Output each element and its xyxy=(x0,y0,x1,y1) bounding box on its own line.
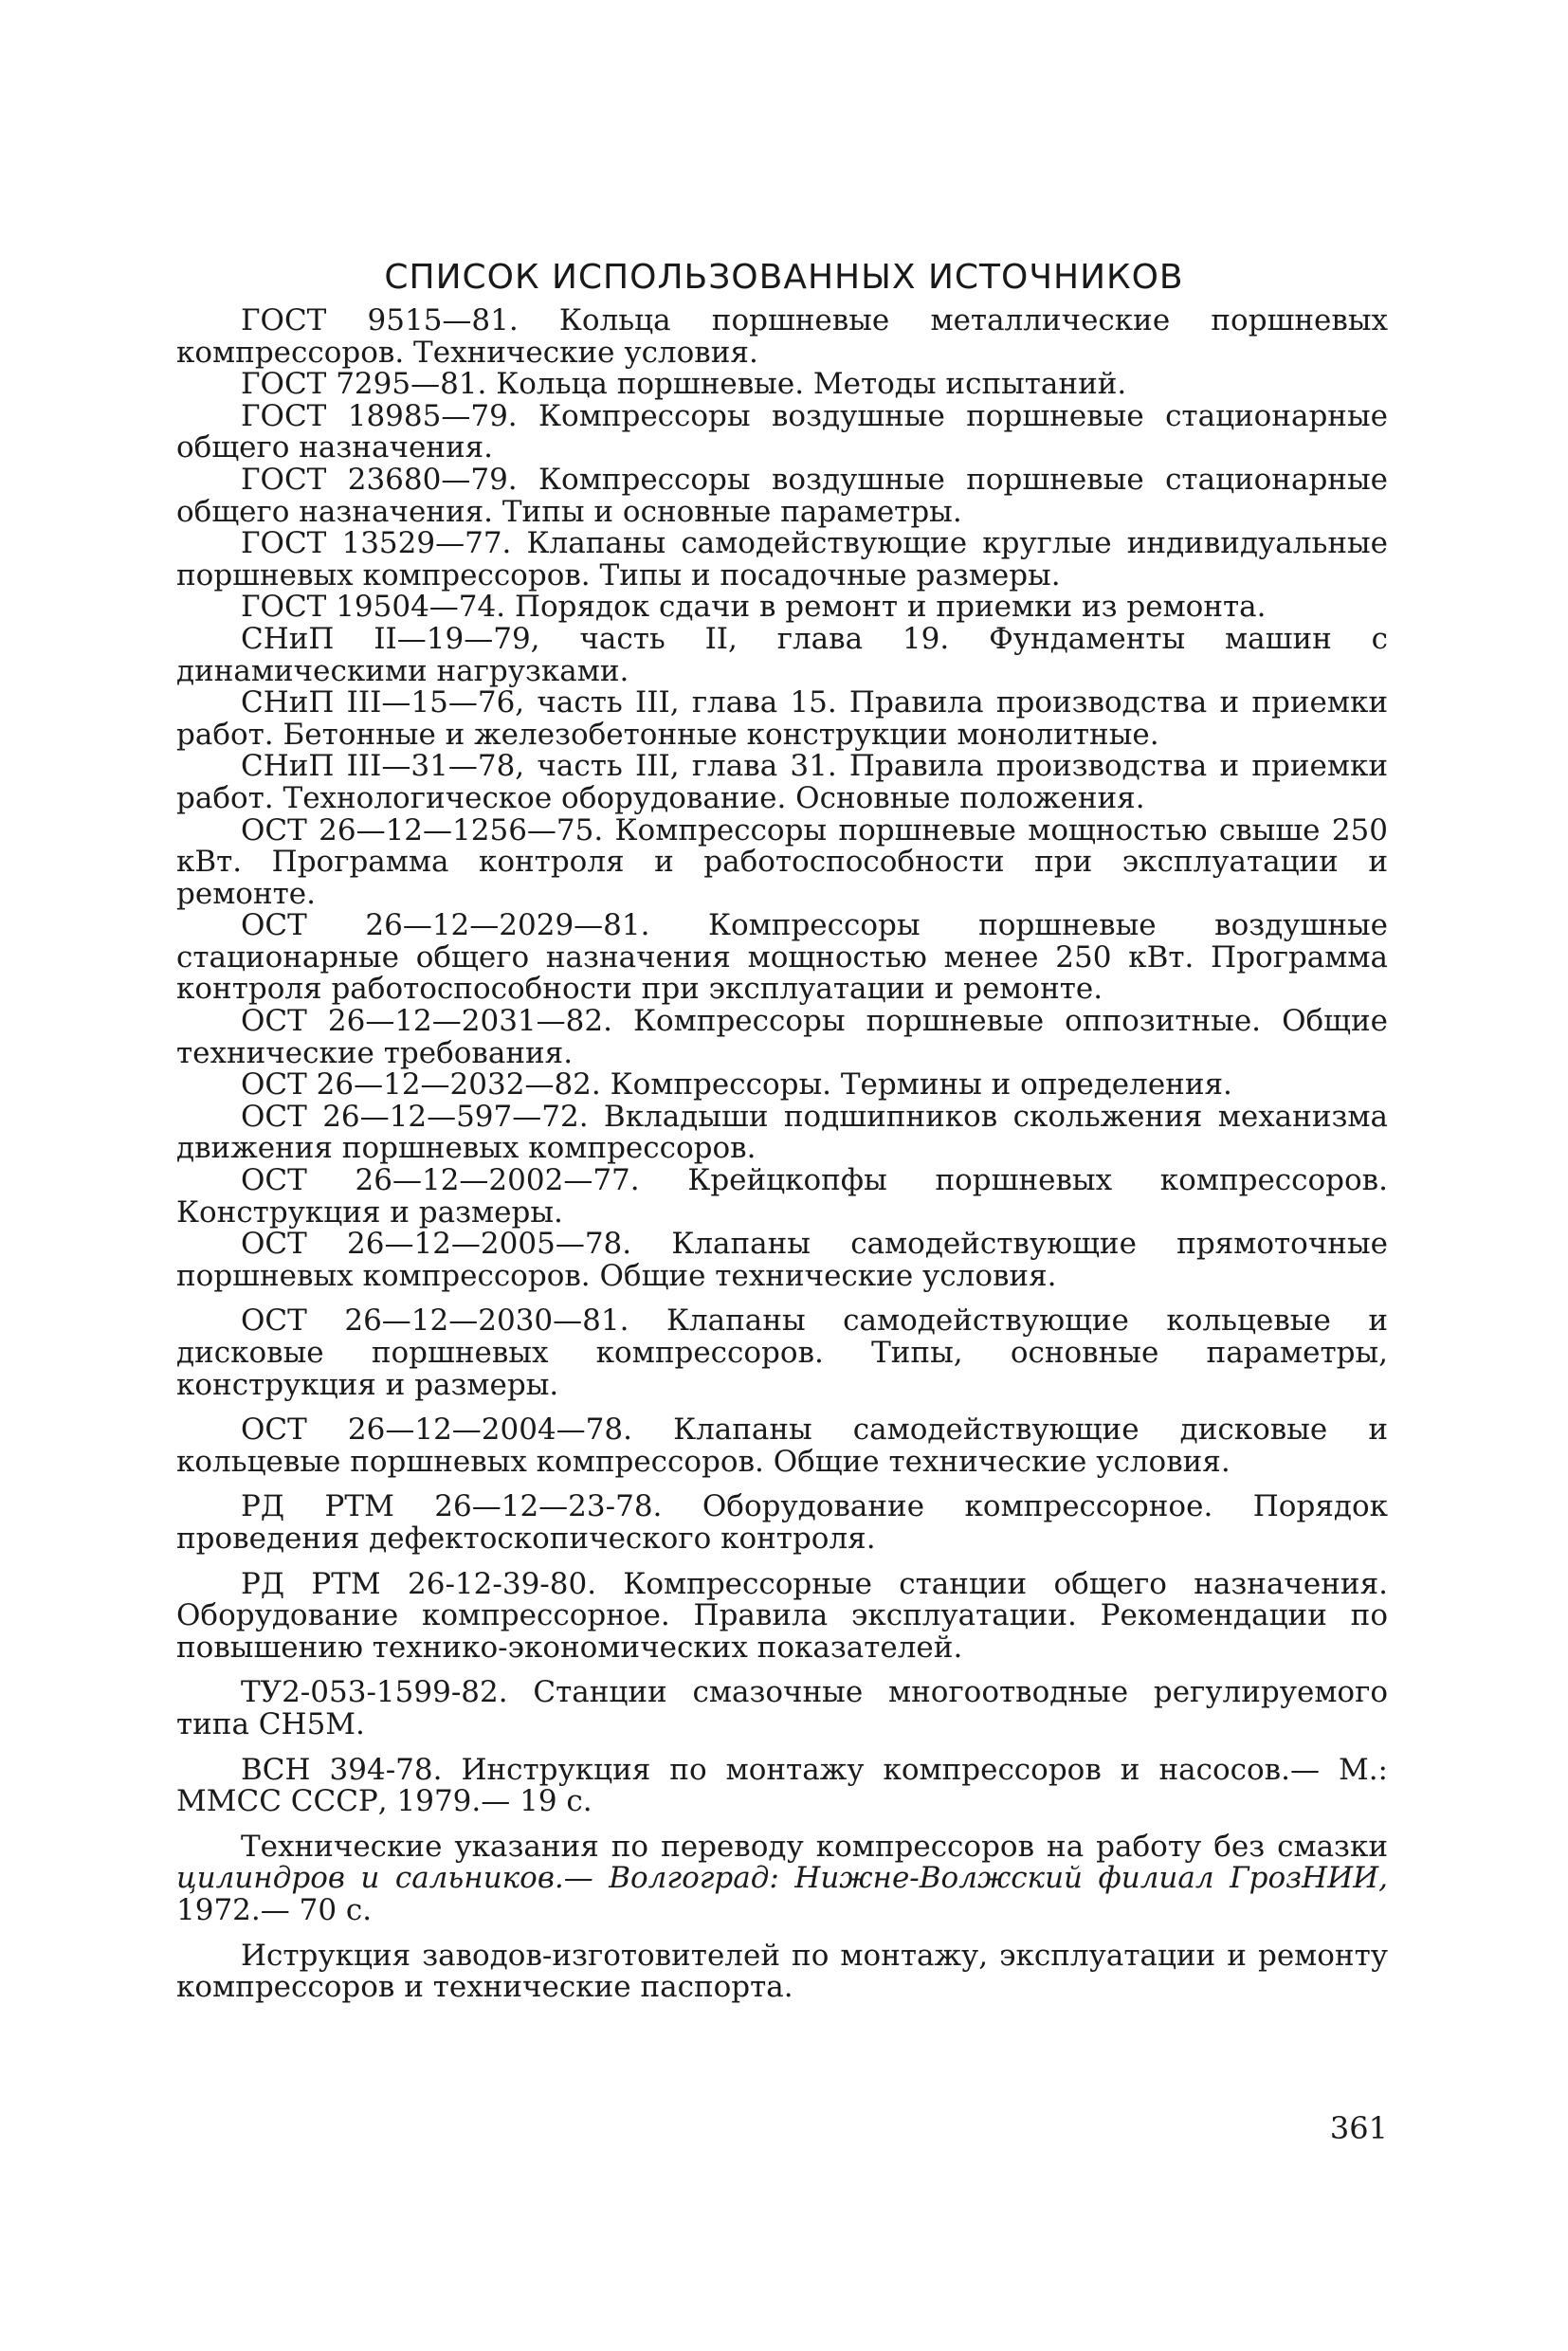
reference-item: СНиП III—15—76, часть III, глава 15. Правила производства и приемки работ. Бетонные и железобетонные конструкции монолитные. xyxy=(176,685,1388,752)
reference-item: ОСТ 26—12—2004—78. Клапаны самодействующие дисковые и кольцевые поршневых компрессоров. Общие технические условия. xyxy=(176,1412,1388,1479)
reference-italic-text: цилиндров и сальников.— Волгоград: Нижне-Волжский филиал ГрозНИИ, xyxy=(176,1861,1388,1896)
reference-item: СНиП II—19—79, часть II, глава 19. Фундаменты машин с динамическими нагрузками. xyxy=(176,621,1388,688)
reference-item: ГОСТ 18985—79. Компрессоры воздушные поршневые стационарные общего назначения. xyxy=(176,398,1388,465)
reference-text: Технические указания по переводу компрессоров на работу без смазки xyxy=(241,1829,1388,1864)
reference-item: ОСТ 26—12—2032—82. Компрессоры. Термины и определения. xyxy=(241,1067,1232,1103)
reference-item: ОСТ 26—12—1256—75. Компрессоры поршневые мощностью свыше 250 кВт. Программа контроля и работоспособности при эксплуатации и ремонте. xyxy=(176,812,1388,911)
reference-item: СНиП III—31—78, часть III, глава 31. Правила производства и приемки работ. Технологическое оборудование. Основные положения. xyxy=(176,749,1388,815)
page-title: СПИСОК ИСПОЛЬЗОВАННЫХ ИСТОЧНИКОВ xyxy=(384,258,1184,298)
reference-item: Иструкция заводов-изготовителей по монтажу, эксплуатации и ремонту компрессоров и технические паспорта. xyxy=(176,1938,1388,2005)
reference-item: РД РТМ 26-12-39-80. Компрессорные станции общего назначения. Оборудование компрессорное. Правила эксплуатации. Рекомендации по повышению технико-экономических показателей. xyxy=(176,1566,1388,1665)
reference-item: ОСТ 26—12—2029—81. Компрессоры поршневые воздушные стационарные общего назначения мощностью менее 250 кВт. Программа контроля работоспособности при эксплуатации и ремонте. xyxy=(176,908,1388,1007)
reference-item: ГОСТ 23680—79. Компрессоры воздушные поршневые стационарные общего назначения. Типы и основные параметры. xyxy=(176,462,1388,529)
reference-item: ГОСТ 7295—81. Кольца поршневые. Методы испытаний. xyxy=(241,367,1127,402)
reference-item: ТУ2-053-1599-82. Станции смазочные многоотводные регулируемого типа СН5М. xyxy=(176,1675,1388,1741)
reference-item: ОСТ 26—12—2031—82. Компрессоры поршневые оппозитные. Общие технические требования. xyxy=(176,1004,1388,1070)
reference-list xyxy=(176,305,1388,2004)
reference-item: ВСН 394-78. Инструкция по монтажу компрессоров и насосов.— М.: ММСС СССР, 1979.— 19 с. xyxy=(176,1752,1388,1819)
reference-item: ОСТ 26—12—2002—77. Крейцкопфы поршневых компрессоров. Конструкция и размеры. xyxy=(176,1163,1388,1230)
reference-item: РД РТМ 26—12—23-78. Оборудование компрессорное. Порядок проведения дефектоскопического контроля. xyxy=(176,1489,1388,1556)
reference-text: 1972.— 70 с. xyxy=(176,1892,373,1927)
reference-item: ГОСТ 9515—81. Кольца поршневые металлические поршневых компрессоров. Технические условия. xyxy=(176,303,1388,370)
reference-item: ОСТ 26—12—597—72. Вкладыши подшипников скольжения механизма движения поршневых компрессоров. xyxy=(176,1099,1388,1166)
page-number: 361 xyxy=(1329,2110,1388,2146)
reference-item: ОСТ 26—12—2005—78. Клапаны самодействующие прямоточные поршневых компрессоров. Общие технические условия. xyxy=(176,1227,1388,1293)
reference-item: ГОСТ 19504—74. Порядок сдачи в ремонт и приемки из ремонта. xyxy=(241,590,1267,625)
reference-item: ОСТ 26—12—2030—81. Клапаны самодействующие кольцевые и дисковые поршневых компрессоров. Типы, основные параметры, конструкция и размеры. xyxy=(176,1303,1388,1402)
reference-item-technical xyxy=(176,1829,1388,1927)
reference-item: ГОСТ 13529—77. Клапаны самодействующие круглые индивидуальные поршневых компрессоров. Типы и посадочные размеры. xyxy=(176,526,1388,592)
